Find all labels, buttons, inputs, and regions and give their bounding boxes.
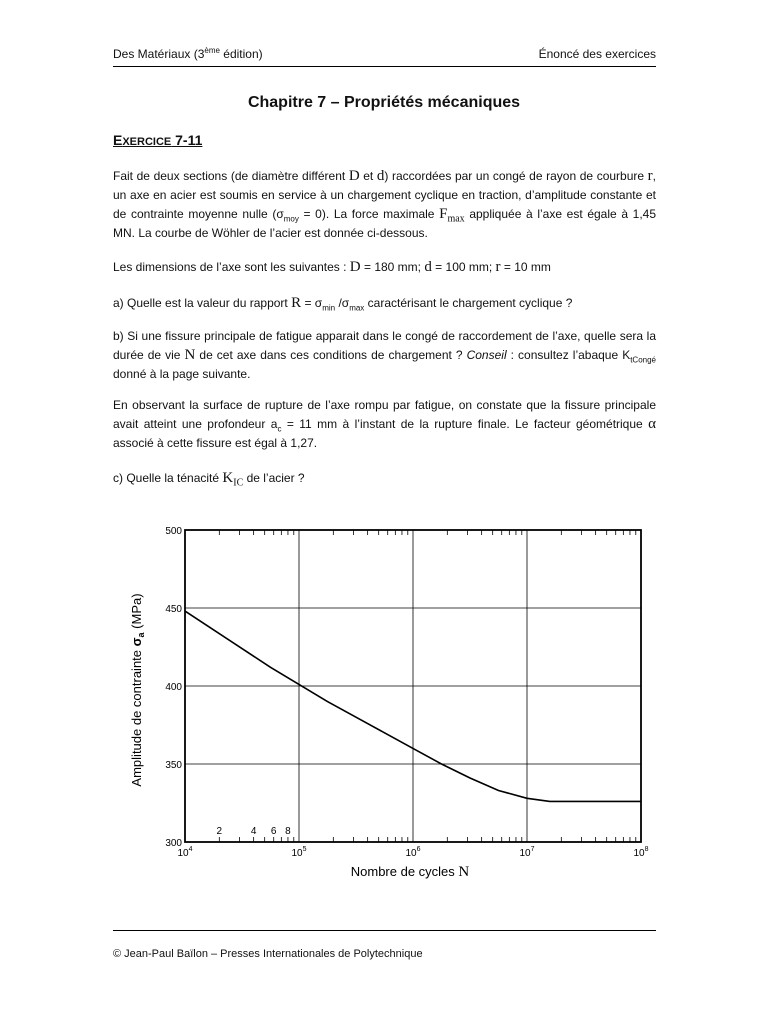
minor-tick-label: 6: [270, 826, 277, 837]
y-axis-label: Amplitude de contrainte $\sigma_a$ (MPa): [129, 593, 146, 787]
x-tick-label: $10^5$: [291, 846, 307, 859]
y-tick-label: 450: [165, 604, 182, 615]
question-b: b) Si une fissure principale de fatigue apparait dans le congé de raccordement de l’axe, quelle sera la durée de vie N de cet axe dans ces conditions de chargement ? Conseil : consultez l’abaque $K_{tCongé}$ donné à la page suivante.: [113, 329, 656, 381]
minor-tick-label: 4: [250, 826, 257, 837]
y-tick-label: 500: [165, 526, 182, 537]
page-header: [113, 47, 656, 61]
wohler-chart: [0, 510, 768, 890]
footer-copyright: © Jean-Paul Baïlon – Presses Internationales de Polytechnique: [113, 948, 423, 960]
y-tick-label: 300: [165, 838, 182, 849]
x-tick-label: $10^8$: [633, 846, 649, 859]
footer-rule: [113, 930, 656, 931]
chapter-title: Chapitre 7 – Propriétés mécaniques: [247, 94, 521, 111]
minor-tick-label: 8: [285, 826, 291, 837]
x-tick-label: $10^4$: [177, 846, 193, 859]
x-axis-label: Nombre de cycles N: [350, 864, 470, 880]
y-tick-label: 400: [165, 682, 182, 693]
question-c: c) Quelle la ténacité $K_{IC}$ de l’acier ?: [113, 470, 305, 489]
x-tick-label: $10^6$: [405, 846, 421, 859]
minor-tick-label: 2: [216, 826, 223, 837]
header-rule: [113, 66, 656, 67]
x-tick-label: $10^7$: [519, 846, 535, 859]
y-tick-label: 350: [165, 760, 182, 771]
intro-paragraph: Fait de deux sections (de diamètre différent D et d) raccordées par un congé de rayon de courbure r, un axe en acier est soumis en service à un chargement cyclique en traction, d’amplitude constante et de contrainte moyenne nulle $(\sigma_{moy} = 0)$. La force maximale $F_{max}$ appliquée à l’axe est égale à 1,45 MN. La courbe de Wöhler de l’acier est donnée ci-dessous.: [113, 168, 657, 240]
header-left: Des Matériaux (3ème édition): [113, 46, 263, 61]
header-right: Énoncé des exercices: [538, 47, 656, 61]
chart-grid: [185, 530, 641, 842]
question-a: a) Quelle est la valeur du rapport $R = \sigma_{min}$ $/\sigma_{max}$ caractérisant le chargement cyclique ?: [113, 295, 573, 313]
exercise-heading: EXERCICE 7-11: [113, 132, 203, 148]
fracture-paragraph: En observant la surface de rupture de l’axe rompu par fatigue, on constate que la fissure principale avait atteint une profondeur $a_c = 11$ mm à l’instant de la rupture finale. Le facteur géométrique α associé à cette fissure est égal à 1,27.: [113, 398, 656, 450]
dimensions-paragraph: Les dimensions de l’axe sont les suivantes : D = 180 mm; d = 100 mm; r = 10 mm: [113, 259, 551, 275]
